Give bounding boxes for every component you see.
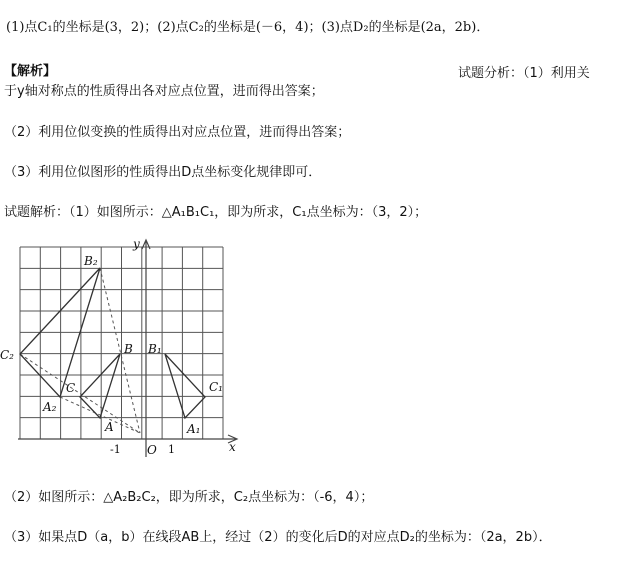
analysis-step-3: （3）利用位似图形的性质得出D点坐标变化规律即可． <box>4 165 322 180</box>
analysis-header: 【解析】 <box>4 64 57 79</box>
label-b1: B₁ <box>148 342 162 356</box>
dash-b2-o <box>100 268 140 433</box>
answer-line: (1)点C₁的坐标是(3，2)；(2)点C₂的坐标是(－6，4)；(3)点D₂的坐标是(2a，2b)． <box>6 20 490 35</box>
analysis-step-2: （2）利用位似变换的性质得出对应点位置，进而得出答案； <box>4 125 351 140</box>
label-b2: B₂ <box>84 254 98 268</box>
solution-step-1: 试题解析：（1）如图所示：△A₁B₁C₁，即为所求，C₁点坐标为：（3，2）； <box>4 205 428 220</box>
triangle-a1b1c1 <box>165 354 205 418</box>
solution-step-3: （3）如果点D（a，b）在线段AB上，经过（2）的变化后D的对应点D₂的坐标为：（2a，2b）． <box>4 530 552 545</box>
label-x-axis: x <box>229 440 236 454</box>
label-c: C <box>66 381 76 395</box>
label-c2: C₂ <box>0 348 14 362</box>
label-c1: C₁ <box>209 380 223 394</box>
label-b: B <box>124 342 133 356</box>
tick-label-one: 1 <box>168 443 175 456</box>
coordinate-figure <box>0 235 250 465</box>
solution-step-2: （2）如图所示：△A₂B₂C₂，即为所求，C₂点坐标为：（-6，4）； <box>4 490 374 505</box>
label-a1: A₁ <box>187 422 201 436</box>
analysis-intro: 试题分析：（1）利用关 <box>458 66 590 81</box>
label-y-axis: y <box>133 237 140 251</box>
label-a2: A₂ <box>43 400 57 414</box>
label-origin: O <box>147 443 157 457</box>
label-a: A <box>105 420 114 434</box>
analysis-continuation: 于y轴对称点的性质得出各对应点位置，进而得出答案； <box>4 84 324 99</box>
dash-a2-o <box>60 397 140 433</box>
triangle-abc <box>80 354 120 418</box>
tick-label-neg-one: -1 <box>110 443 121 456</box>
